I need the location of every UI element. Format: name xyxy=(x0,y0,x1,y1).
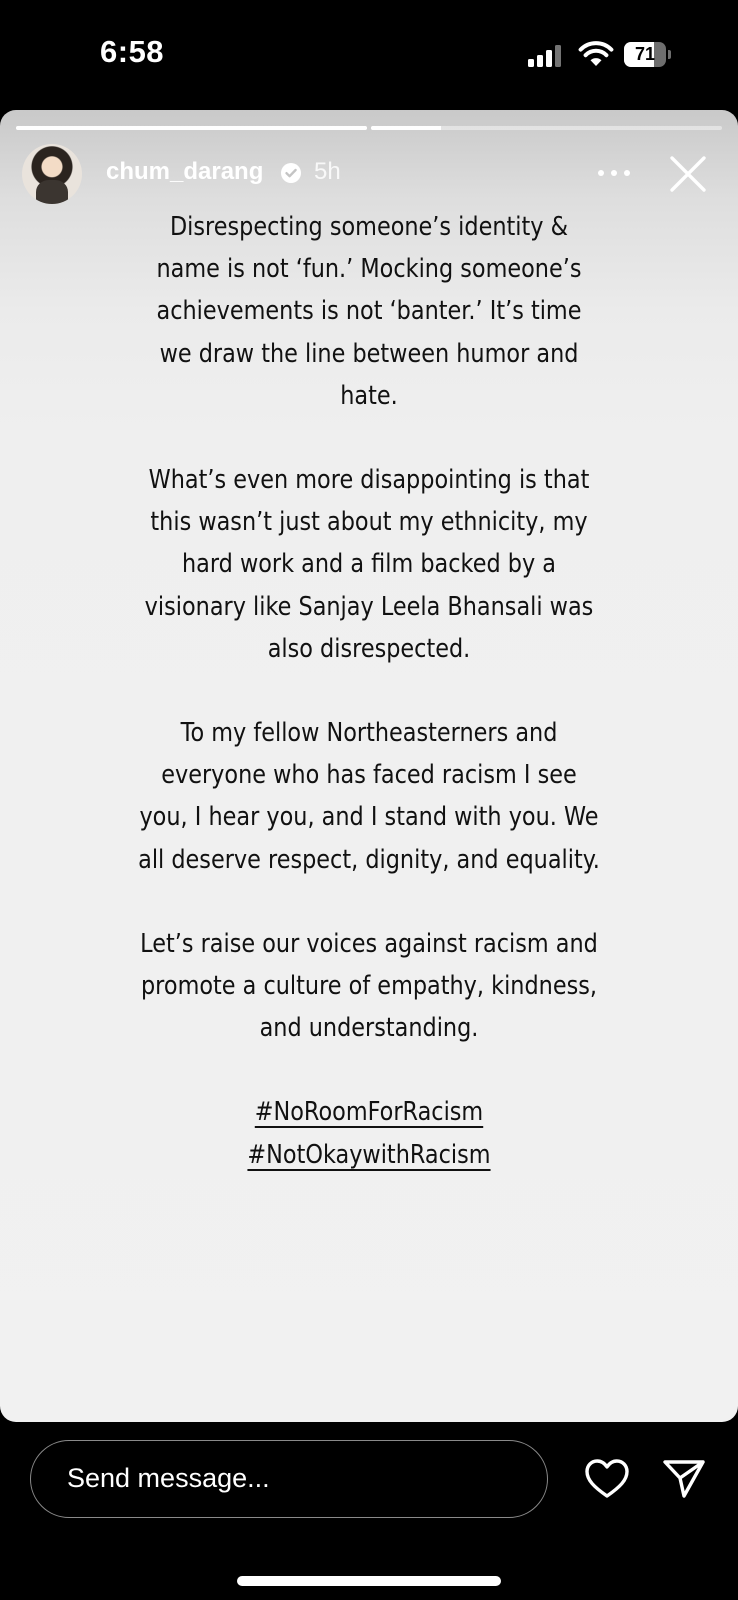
story-progress-bar xyxy=(16,126,722,130)
wifi-icon xyxy=(578,40,614,68)
cellular-signal-icon xyxy=(528,45,562,67)
story-text xyxy=(138,206,601,1176)
post-time: 5h xyxy=(314,158,341,185)
status-bar xyxy=(0,0,738,110)
send-icon[interactable] xyxy=(662,1458,706,1500)
progress-segment xyxy=(16,126,367,130)
story-header xyxy=(22,144,722,204)
hashtags xyxy=(138,1091,601,1175)
message-input-field[interactable] xyxy=(30,1440,548,1518)
hashtag-link[interactable]: #NotOkaywithRacism xyxy=(247,1139,491,1170)
story-paragraph: What’s even more disappointing is that this wasn’t just about my ethnicity, my hard work and a film backed by a visionary like Sanjay Leela Bhansali was also disrespected. xyxy=(144,465,594,664)
battery-level: 71 xyxy=(634,44,656,64)
more-dots-icon[interactable] xyxy=(596,164,632,184)
username[interactable]: chum_darang xyxy=(106,158,264,185)
message-placeholder: Send message... xyxy=(67,1463,270,1493)
heart-icon[interactable] xyxy=(584,1458,630,1500)
story-paragraph: Let’s raise our voices against racism and promote a culture of empathy, kindness, and understanding. xyxy=(140,928,598,1044)
story-paragraph: Disrespecting someone’s identity & name is not ‘fun.’ Mocking someone’s achievements is not ‘banter.’ It’s time we draw the line between humor and hate. xyxy=(156,212,582,411)
close-icon[interactable] xyxy=(666,152,710,196)
story-card[interactable] xyxy=(0,110,738,1422)
home-indicator[interactable] xyxy=(237,1576,501,1586)
status-time: 6:58 xyxy=(100,34,165,69)
hashtag-link[interactable]: #NoRoomForRacism xyxy=(254,1097,484,1128)
battery-indicator xyxy=(624,42,670,67)
story-paragraph: To my fellow Northeasterners and everyone who has faced racism I see you, I hear you, and I stand with you. We all deserve respect, dignity, and equality. xyxy=(138,718,600,875)
avatar[interactable] xyxy=(22,144,82,204)
verified-badge-icon xyxy=(280,162,302,184)
progress-segment xyxy=(371,126,722,130)
